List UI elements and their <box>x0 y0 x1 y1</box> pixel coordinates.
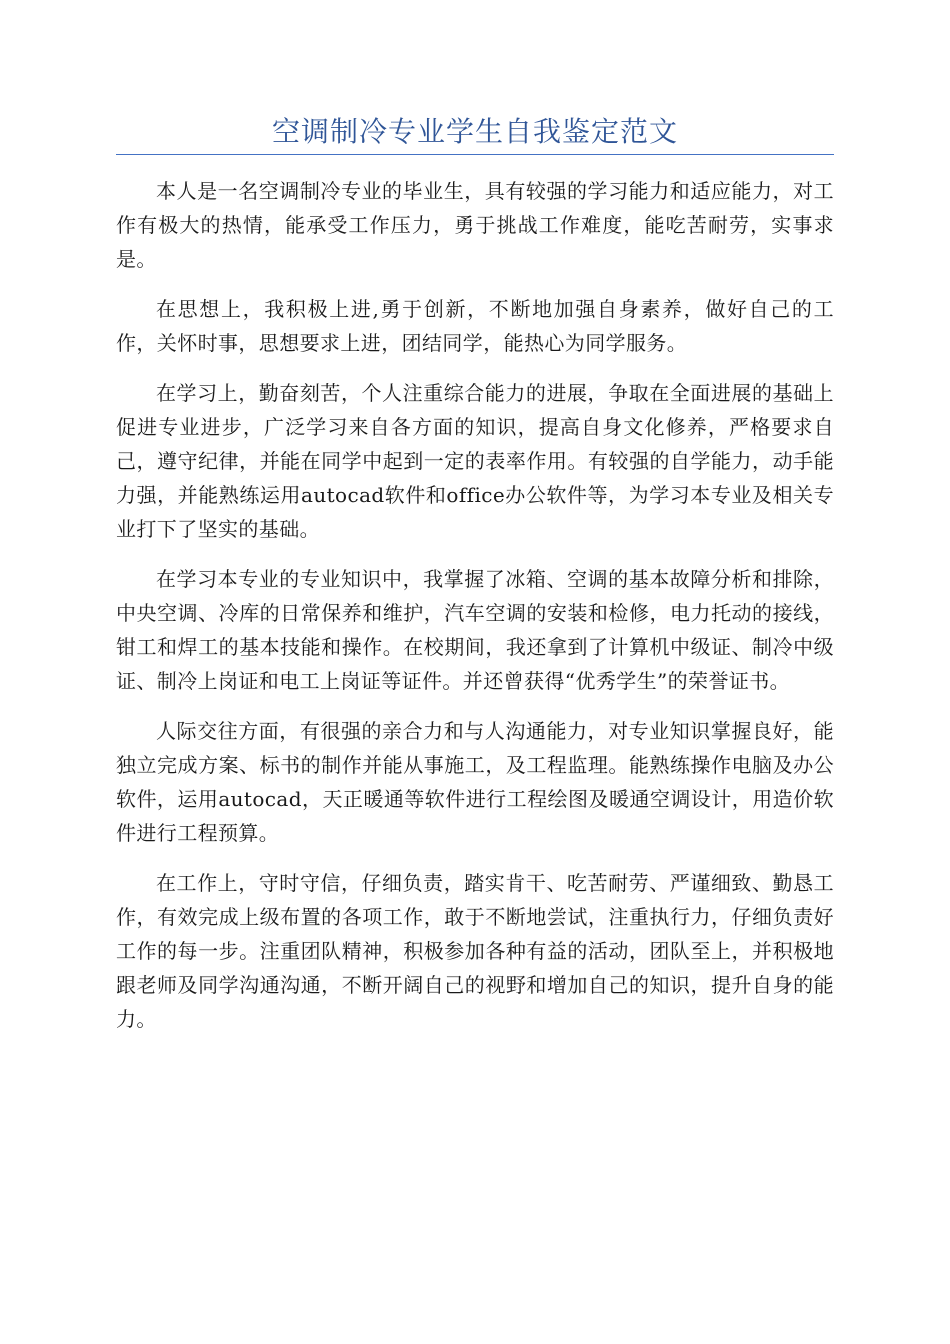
paragraph-interpersonal: 人际交往方面，有很强的亲合力和与人沟通能力，对专业知识掌握良好，能独立完成方案、标书的制作并能从事施工，及工程监理。能熟练操作电脑及办公软件，运用autocad，天正暖通等软件进行工程绘图及暖通空调设计，用造价软件进行工程预算。 <box>116 719 834 845</box>
paragraph-work: 在工作上，守时守信，仔细负责，踏实肯干、吃苦耐劳、严谨细致、勤恳工作，有效完成上级布置的各项工作，敢于不断地尝试，注重执行力，仔细负责好工作的每一步。注重团队精神，积极参加各种有益的活动，团队至上，并积极地跟老师及同学沟通沟通，不断开阔自己的视野和增加自己的知识，提升自身的能力。 <box>116 871 834 1031</box>
document-body <box>116 174 834 1052</box>
paragraph-thought: 在思想上，我积极上进,勇于创新，不断地加强自身素养，做好自己的工作，关怀时事，思想要求上进，团结同学，能热心为同学服务。 <box>116 297 834 355</box>
paragraph-professional-knowledge: 在学习本专业的专业知识中，我掌握了冰箱、空调的基本故障分析和排除，中央空调、冷库的日常保养和维护，汽车空调的安装和检修，电力托动的接线，钳工和焊工的基本技能和操作。在校期间，我还拿到了计算机中级证、制冷中级证、制冷上岗证和电工上岗证等证件。并还曾获得“优秀学生”的荣誉证书。 <box>116 567 834 693</box>
paragraph-intro: 本人是一名空调制冷专业的毕业生，具有较强的学习能力和适应能力，对工作有极大的热情，能承受工作压力，勇于挑战工作难度，能吃苦耐劳，实事求是。 <box>116 179 834 271</box>
paragraph-study: 在学习上，勤奋刻苦，个人注重综合能力的进展，争取在全面进展的基础上促进专业进步，广泛学习来自各方面的知识，提高自身文化修养，严格要求自己，遵守纪律，并能在同学中起到一定的表率作用。有较强的自学能力，动手能力强，并能熟练运用autocad软件和office办公软件等，为学习本专业及相关专业打下了坚实的基础。 <box>116 381 834 541</box>
document-title: 空调制冷专业学生自我鉴定范文 <box>271 115 678 148</box>
title-underline <box>116 154 834 155</box>
